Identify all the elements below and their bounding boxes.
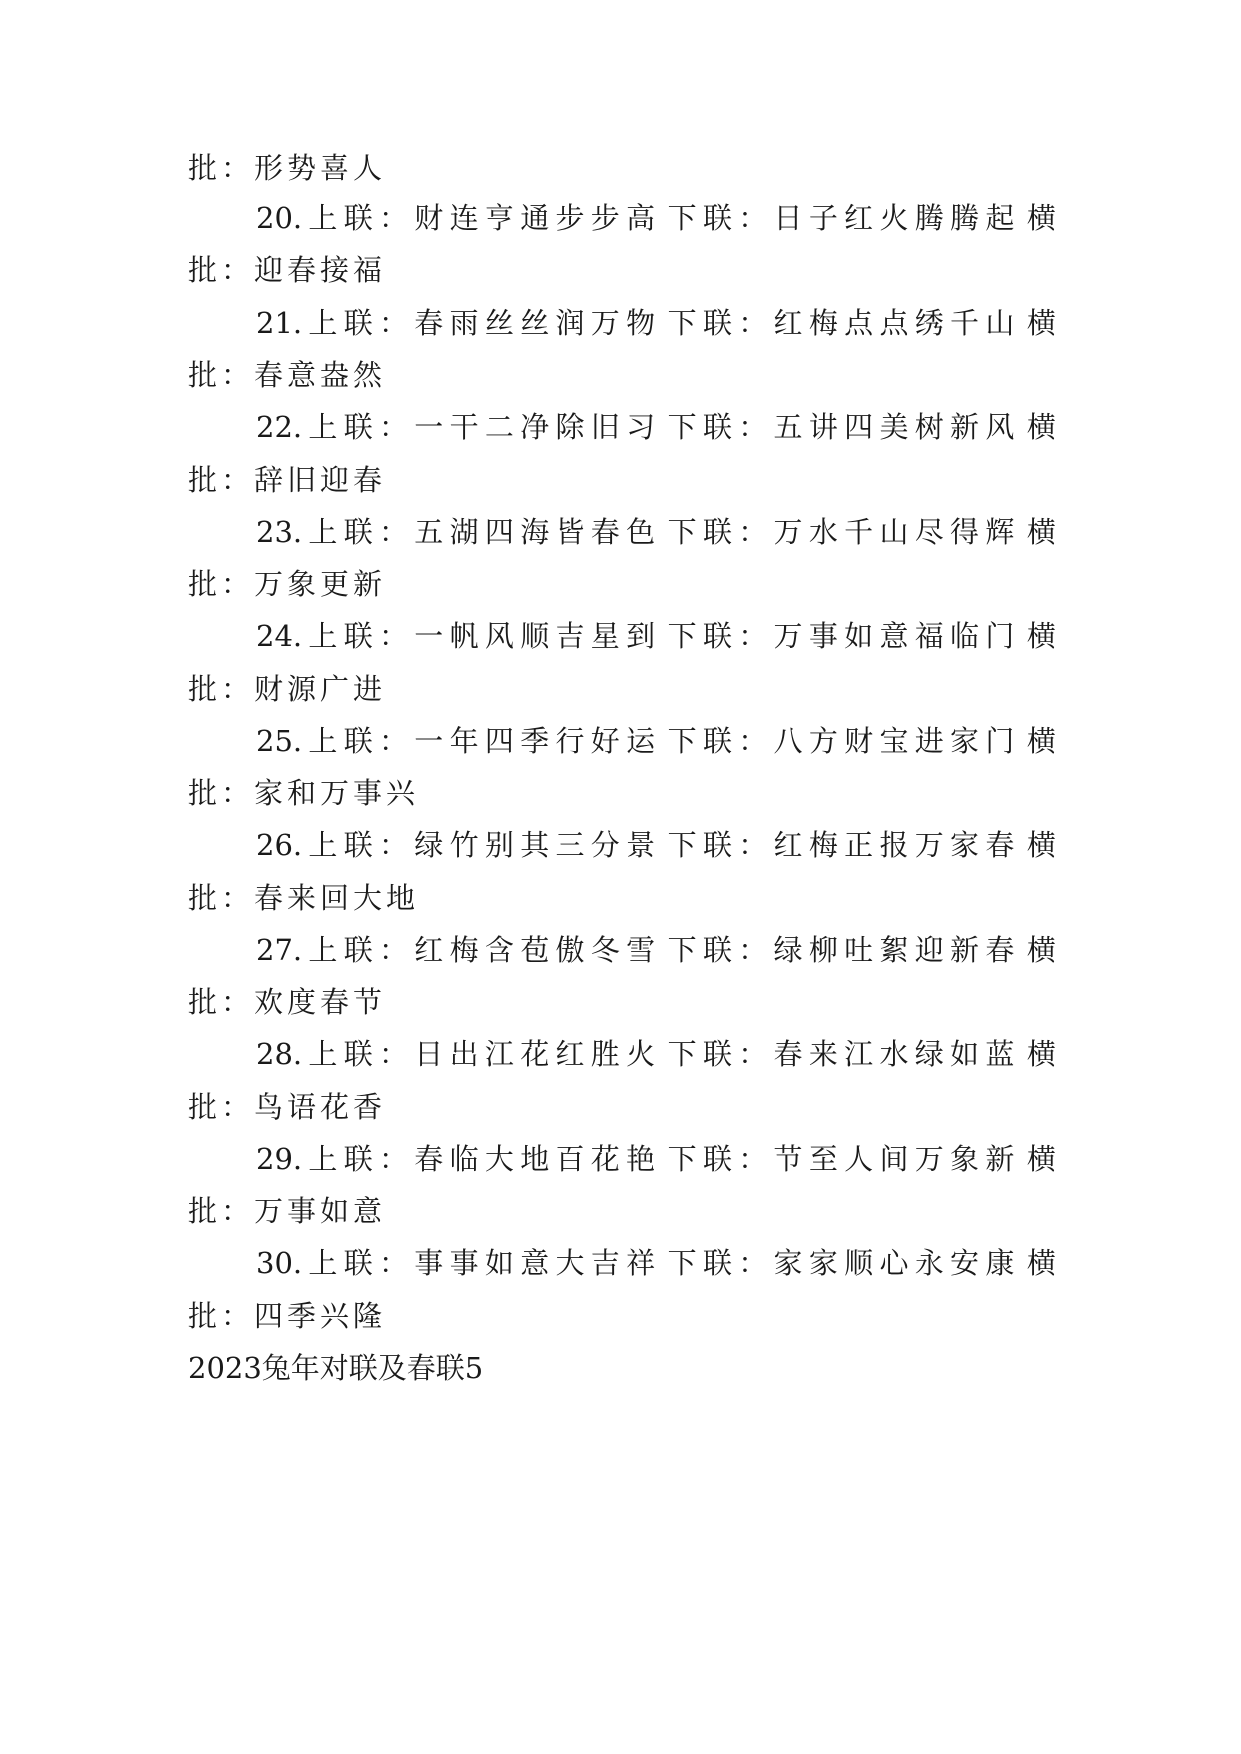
- couplet-entry-29: 29. 上 联 ： 春 临 大 地 百 花 艳 下 联 ： 节 至 人 间 万 象 新 横: [256, 1142, 1056, 1176]
- couplet-entry-30: 30. 上 联 ： 事 事 如 意 大 吉 祥 下 联 ： 家 家 顺 心 永 安 康 横: [256, 1246, 1056, 1280]
- couplet-entry-21: 21. 上 联 ： 春 雨 丝 丝 润 万 物 下 联 ： 红 梅 点 点 绣 千 山 横: [256, 306, 1056, 340]
- couplet-entry-24-cont: 批：财源广进: [188, 672, 387, 706]
- couplet-entry-26-cont: 批：春来回大地: [188, 881, 420, 915]
- couplet-entry-20-cont: 批：迎春接福: [188, 253, 387, 287]
- couplet-entry-23-cont: 批：万象更新: [188, 567, 387, 601]
- section-heading: 2023兔年对联及春联5: [188, 1351, 484, 1385]
- couplet-entry-23: 23. 上 联 ： 五 湖 四 海 皆 春 色 下 联 ： 万 水 千 山 尽 得 辉 横: [256, 515, 1056, 549]
- couplet-entry-27-cont: 批：欢度春节: [188, 985, 387, 1019]
- couplet-entry-25: 25. 上 联 ： 一 年 四 季 行 好 运 下 联 ： 八 方 财 宝 进 家 门 横: [256, 724, 1056, 758]
- couplet-entry-29-cont: 批：万事如意: [188, 1194, 387, 1228]
- couplet-entry-21-cont: 批：春意盎然: [188, 358, 387, 392]
- couplet-entry-22-cont: 批：辞旧迎春: [188, 463, 387, 497]
- entry-continuation: 批：形势喜人: [188, 151, 387, 185]
- couplet-entry-22: 22. 上 联 ： 一 干 二 净 除 旧 习 下 联 ： 五 讲 四 美 树 新 风 横: [256, 410, 1056, 444]
- couplet-entry-20: 20. 上 联 ： 财 连 亨 通 步 步 高 下 联 ： 日 子 红 火 腾 腾 起 横: [256, 201, 1056, 235]
- couplet-entry-27: 27. 上 联 ： 红 梅 含 苞 傲 冬 雪 下 联 ： 绿 柳 吐 絮 迎 新 春 横: [256, 933, 1056, 967]
- couplet-entry-24: 24. 上 联 ： 一 帆 风 顺 吉 星 到 下 联 ： 万 事 如 意 福 临 门 横: [256, 619, 1056, 653]
- couplet-entry-28-cont: 批：鸟语花香: [188, 1090, 387, 1124]
- couplet-entry-25-cont: 批：家和万事兴: [188, 776, 420, 810]
- couplet-entry-28: 28. 上 联 ： 日 出 江 花 红 胜 火 下 联 ： 春 来 江 水 绿 如 蓝 横: [256, 1037, 1056, 1071]
- couplet-entry-26: 26. 上 联 ： 绿 竹 别 其 三 分 景 下 联 ： 红 梅 正 报 万 家 春 横: [256, 828, 1056, 862]
- couplet-entry-30-cont: 批：四季兴隆: [188, 1299, 387, 1333]
